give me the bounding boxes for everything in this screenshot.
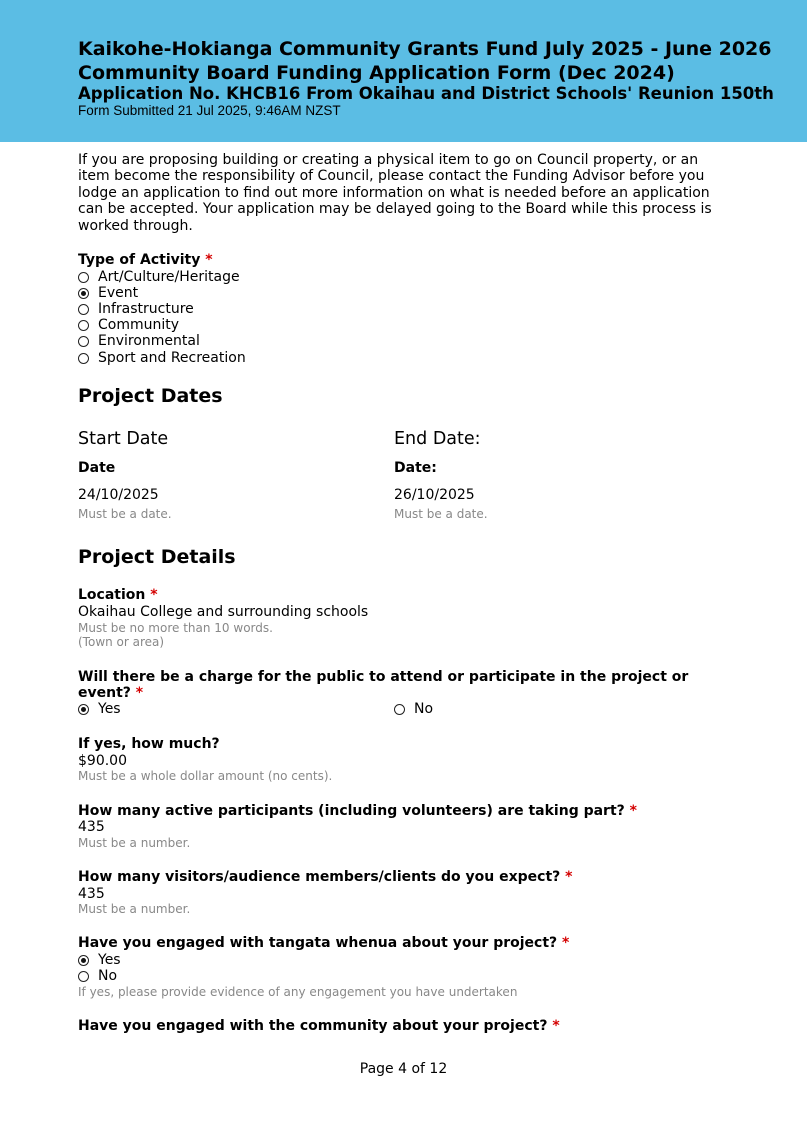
participants-hint: Must be a number. <box>78 836 191 850</box>
required-marker: * <box>150 587 158 603</box>
fund-title: Kaikohe-Hokianga Community Grants Fund July 2025 - June 2026 <box>78 38 772 60</box>
radio-icon <box>78 353 89 364</box>
start-date-value: 24/10/2025 <box>78 487 159 503</box>
location-question <box>78 587 158 603</box>
required-marker: * <box>552 1018 560 1034</box>
charge-question-line1: Will there be a charge for the public to attend or participate in the project or <box>78 669 689 685</box>
location-hint: Must be no more than 10 words. <box>78 621 273 635</box>
charge-label: event? <box>78 685 131 701</box>
required-marker: * <box>562 935 570 951</box>
option-label: Art/Culture/Heritage <box>98 269 240 285</box>
location-hint-area: (Town or area) <box>78 635 165 649</box>
option-label: Environmental <box>98 333 200 349</box>
radio-selected-icon <box>78 704 89 715</box>
submitted-timestamp: Form Submitted 21 Jul 2025, 9:46AM NZST <box>78 103 341 118</box>
community-question <box>78 1018 560 1034</box>
radio-icon <box>78 272 89 283</box>
option-label: No <box>98 968 118 984</box>
form-header <box>0 0 807 142</box>
start-date-heading: Start Date <box>78 429 169 449</box>
intro-paragraph: If you are proposing building or creating a physical item to go on Council property, or an item become the responsibility of Council, please contact the Funding Advisor before you lodge an application to find out more information on what is needed before an application can be accepted. Your application may be delayed going to the Board while this process is worked through. <box>78 152 712 234</box>
participants-value: 435 <box>78 819 105 835</box>
visitors-label: How many visitors/audience members/clients do you expect? <box>78 869 561 885</box>
tangata-whenua-option-yes[interactable] <box>78 952 121 968</box>
tangata-whenua-question <box>78 935 569 951</box>
radio-icon <box>78 971 89 982</box>
radio-icon <box>78 320 89 331</box>
tangata-whenua-label: Have you engaged with tangata whenua about your project? <box>78 935 558 951</box>
community-label: Have you engaged with the community about your project? <box>78 1018 548 1034</box>
how-much-label: If yes, how much? <box>78 736 220 752</box>
activity-option[interactable] <box>78 350 246 366</box>
activity-label: Type of Activity <box>78 252 201 268</box>
activity-option[interactable] <box>78 269 240 285</box>
end-date-label: Date: <box>394 460 437 476</box>
charge-question-line2 <box>78 685 143 701</box>
activity-option[interactable] <box>78 301 194 317</box>
start-date-label: Date <box>78 460 116 476</box>
option-label: Sport and Recreation <box>98 350 246 366</box>
location-value: Okaihau College and surrounding schools <box>78 604 369 620</box>
activity-option[interactable] <box>78 333 200 349</box>
participants-question <box>78 803 637 819</box>
activity-option[interactable] <box>78 285 138 301</box>
charge-option-no[interactable] <box>394 701 433 717</box>
radio-icon <box>78 336 89 347</box>
required-marker: * <box>205 252 213 268</box>
end-date-hint: Must be a date. <box>394 507 488 521</box>
option-label: Infrastructure <box>98 301 194 317</box>
option-label: Yes <box>98 701 121 717</box>
participants-label: How many active participants (including volunteers) are taking part? <box>78 803 625 819</box>
how-much-value: $90.00 <box>78 753 127 769</box>
section-title-project-dates: Project Dates <box>78 385 223 407</box>
radio-icon <box>78 304 89 315</box>
visitors-hint: Must be a number. <box>78 902 191 916</box>
end-date-heading: End Date: <box>394 429 481 449</box>
end-date-value: 26/10/2025 <box>394 487 475 503</box>
option-label: Event <box>98 285 139 301</box>
required-marker: * <box>629 803 637 819</box>
how-much-hint: Must be a whole dollar amount (no cents). <box>78 769 333 783</box>
required-marker: * <box>135 685 144 701</box>
option-label: Yes <box>98 952 121 968</box>
option-label: No <box>414 701 434 717</box>
section-title-project-details: Project Details <box>78 546 236 568</box>
tangata-whenua-hint: If yes, please provide evidence of any engagement you have undertaken <box>78 985 518 999</box>
radio-selected-icon <box>78 288 89 299</box>
visitors-value: 435 <box>78 886 105 902</box>
tangata-whenua-option-no[interactable] <box>78 968 117 984</box>
charge-option-yes[interactable] <box>78 701 121 717</box>
application-title: Application No. KHCB16 From Okaihau and District Schools' Reunion 150th <box>78 84 774 103</box>
activity-option[interactable] <box>78 317 179 333</box>
option-label: Community <box>98 317 180 333</box>
required-marker: * <box>565 869 573 885</box>
location-label: Location <box>78 587 146 603</box>
radio-icon <box>394 704 405 715</box>
start-date-hint: Must be a date. <box>78 507 172 521</box>
activity-question <box>78 252 213 268</box>
visitors-question <box>78 869 572 885</box>
radio-selected-icon <box>78 955 89 966</box>
page-number: Page 4 of 12 <box>359 1061 448 1077</box>
form-title: Community Board Funding Application Form (Dec 2024) <box>78 62 675 84</box>
